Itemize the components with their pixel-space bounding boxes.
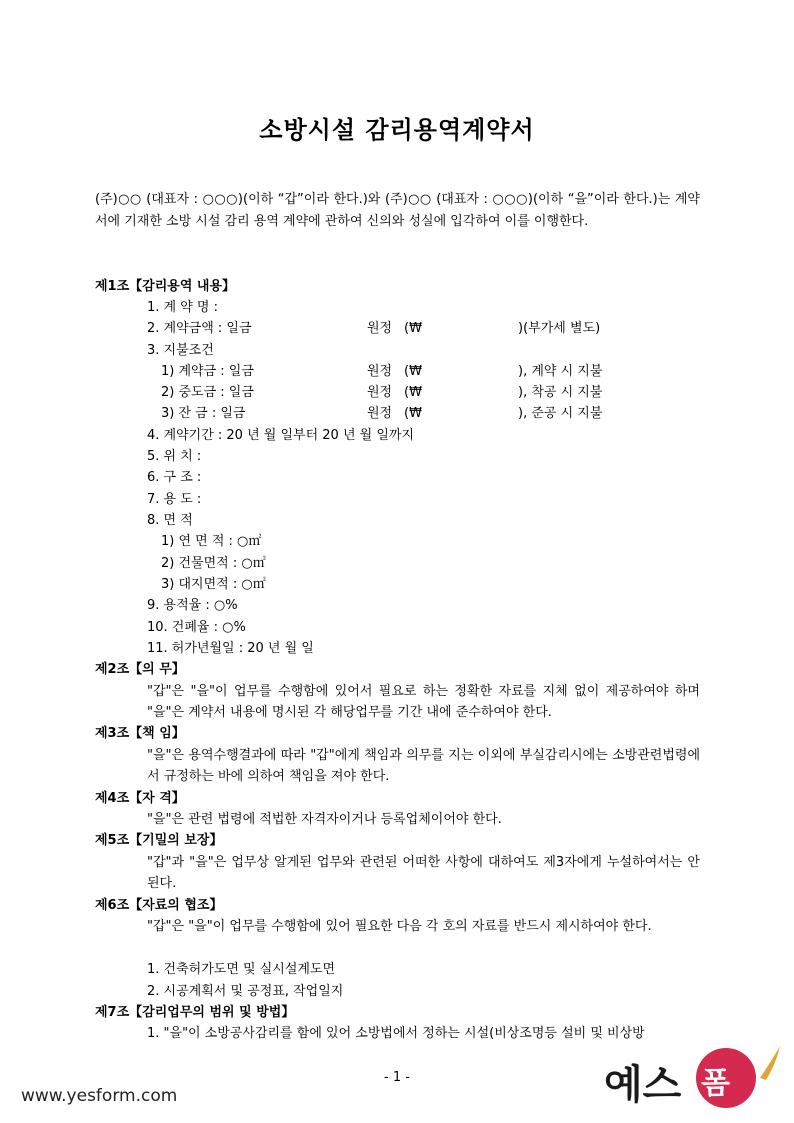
article2-heading: 제2조【의 무】 <box>95 662 185 677</box>
amount-won: 원정 <box>367 321 393 336</box>
article5-body: "갑"과 "을"은 업무상 알게된 업무와 관련된 어떠한 사항에 대하여도 제3자에게 누설하여서는 안 된다. <box>147 855 700 891</box>
article6-body: "갑"은 "을"이 업무를 수행함에 있어 필요한 다음 각 호의 자료를 반드시 제시하여야 한다. <box>147 919 652 934</box>
article2-body: "갑"은 "을"이 업무를 수행함에 있어서 필요로 하는 정확한 자료를 지체 없이 제공하여야 하며 "을"은 계약서 내용에 명시된 각 해당업무를 기간 내에 준수하여야 한다. <box>147 684 700 720</box>
document-title: 소방시설 감리용역계약서 <box>259 116 535 144</box>
structure-line: 6. 구 조 : <box>147 470 202 485</box>
contract-name-line: 1. 계 약 명 : <box>147 300 218 315</box>
payment-row <box>161 361 631 382</box>
page-number: - 1 - <box>384 1070 410 1085</box>
article7-item1: 1. "을"이 소방공사감리를 함에 있어 소방법에서 정하는 시설(비상조명등 설비 및 비상방 <box>147 1026 645 1041</box>
footer-url: www.yesform.com <box>21 1086 178 1106</box>
article4-body: "을"은 관련 법령에 적법한 자격자이거나 등록업체이어야 한다. <box>147 812 502 827</box>
amount-label: 2. 계약금액 : 일금 <box>147 321 252 336</box>
payment-paren: (₩ <box>404 364 422 379</box>
payment-label: 2) 중도금 : 일금 <box>161 385 254 400</box>
payment-when: ), 계약 시 지불 <box>518 364 603 379</box>
article7-heading: 제7조【감리업무의 범위 및 방법】 <box>95 1005 295 1020</box>
article1-heading: 제1조【감리용역 내용】 <box>95 279 236 294</box>
location-line: 5. 위 치 : <box>147 449 202 464</box>
payment-when: ), 준공 시 지불 <box>518 406 603 421</box>
article6-item: 1. 건축허가도면 및 실시설계도면 <box>147 962 336 977</box>
article5-heading: 제5조【기밀의 보장】 <box>95 833 223 848</box>
payment-row <box>161 382 631 403</box>
article3-heading: 제3조【책 임】 <box>95 726 185 741</box>
payment-won: 원정 <box>367 364 393 379</box>
payment-terms-line: 3. 지불조건 <box>147 343 214 358</box>
logo-text-accent: 폼 <box>701 1066 730 1101</box>
contract-amount-line <box>147 318 667 339</box>
area-item: 1) 연 면 적 : ○㎡ <box>161 534 262 549</box>
contract-period-line: 4. 계약기간 : 20 년 월 일부터 20 년 월 일까지 <box>147 428 415 443</box>
pen-nib-icon <box>760 1046 780 1080</box>
article6-heading: 제6조【자료의 협조】 <box>95 898 223 913</box>
coverage-line: 10. 건폐율 : ○% <box>147 620 246 635</box>
logo-text: 예스 <box>604 1062 682 1108</box>
area-item: 2) 건물면적 : ○㎡ <box>161 556 266 571</box>
payment-paren: (₩ <box>404 406 422 421</box>
payment-when: ), 착공 시 지불 <box>518 385 603 400</box>
area-item: 3) 대지면적 : ○㎡ <box>161 577 266 592</box>
payment-label: 1) 계약금 : 일금 <box>161 364 254 379</box>
payment-won: 원정 <box>367 385 393 400</box>
payment-label: 3) 잔 금 : 일금 <box>161 406 246 421</box>
payment-won: 원정 <box>367 406 393 421</box>
permit-date-line: 11. 허가년월일 : 20 년 월 일 <box>147 641 314 656</box>
article3-body: "을"은 용역수행결과에 따라 "갑"에게 책임과 의무를 지는 이외에 부실감리시에는 소방관련법령에서 규정하는 바에 의하여 책임을 져야 한다. <box>147 748 700 784</box>
payment-paren: (₩ <box>404 385 422 400</box>
amount-vat: )(부가세 별도) <box>518 321 601 336</box>
article6-item: 2. 시공계획서 및 공정표, 작업일지 <box>147 984 344 999</box>
usage-line: 7. 용 도 : <box>147 492 202 507</box>
intro-paragraph: (주)○○ (대표자 : ○○○)(이하 “갑”이라 한다.)와 (주)○○ (대표자 : ○○○)(이하 “을”이라 한다.)는 계약서에 기재한 소방 시설 감리 용역 계약에 관하여 신의와 성실에 입각하여 이를 이행한다. <box>95 192 700 229</box>
area-line: 8. 면 적 <box>147 513 193 528</box>
floor-ratio-line: 9. 용적율 : ○% <box>147 598 238 613</box>
payment-row <box>161 403 631 424</box>
article4-heading: 제4조【자 격】 <box>95 791 185 806</box>
amount-paren: (₩ <box>404 321 422 336</box>
yesform-logo <box>600 1040 790 1115</box>
